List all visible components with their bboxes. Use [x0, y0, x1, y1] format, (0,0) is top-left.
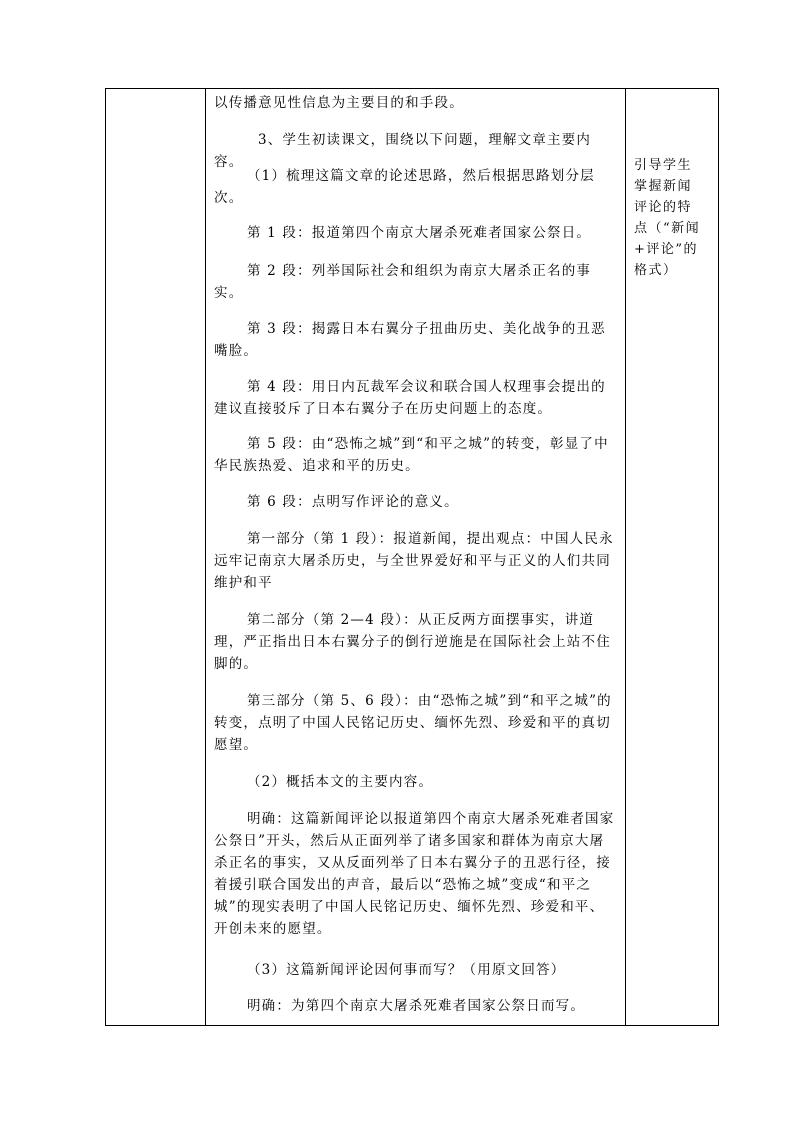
paragraph-answer-3: 明确：为第四个南京大屠杀死难者国家公祭日而写。 [214, 998, 586, 1014]
paragraph-section-6: 第 6 段：点明写作评论的意义。 [214, 494, 459, 510]
left-column-cell [106, 89, 206, 1025]
lesson-table [105, 88, 719, 1026]
paragraph-question-3: （3）这篇新闻评论因何事而写？（用原文回答） [214, 962, 566, 978]
paragraph-intro-end: 以传播意见性信息为主要目的和手段。 [214, 95, 464, 111]
side-note-line: 评论的特 [634, 200, 693, 215]
note-column-cell [626, 89, 718, 1025]
paragraph-section-3: 第 3 段：揭露日本右翼分子扭曲历史、美化战争的丑恶嘴脸。 [214, 321, 606, 359]
paragraph-question-2: （2）概括本文的主要内容。 [214, 774, 434, 790]
paragraph-section-4: 第 4 段：用日内瓦裁军会议和联合国人权理事会提出的建议直接驳斥了日本右翼分子在历史问题上的态度。 [214, 379, 606, 417]
paragraph-question-1: （1）梳理这篇文章的论述思路，然后根据思路划分层次。 [214, 168, 595, 206]
paragraph-part-3: 第三部分（第 5、6 段）：由“恐怖之城”到“和平之城”的转变，点明了中国人民铭记历史、缅怀先烈、珍爱和平的真切愿望。 [214, 693, 612, 753]
paragraph-answer-2: 明确：这篇新闻评论以报道第四个南京大屠杀死难者国家公祭日”开头，然后从正面列举了诸多国家和群体为南京大屠杀正名的事实，又从反面列举了日本右翼分子的丑恶行径，接着援引联合国发出的声音，最后以“恐怖之城”变成“和平之城”的现实表明了中国人民铭记历史、缅怀先烈、珍爱和平、开创未来的愿望。 [214, 811, 615, 937]
content-column-cell [206, 89, 626, 1025]
paragraph-section-5: 第 5 段：由“恐怖之城”到“和平之城”的转变，彰显了中华民族热爱、追求和平的历史。 [214, 436, 609, 474]
side-note-line: 格式） [634, 263, 678, 278]
side-note-line: 引导学生 [634, 158, 693, 173]
side-note-line: 掌握新闻 [634, 179, 693, 194]
paragraph-part-2: 第二部分（第 2—4 段）：从正反两方面摆事实，讲道理，严正指出日本右翼分子的倒行逆施是在国际社会上站不住脚的。 [214, 612, 611, 672]
side-note-line: 点（“新闻 [634, 221, 701, 236]
side-note [634, 155, 712, 281]
paragraph-task-3: 3、学生初读课文，围绕以下问题，理解文章主要内容。 [214, 132, 592, 170]
paragraph-part-1: 第一部分（第 1 段）：报道新闻，提出观点：中国人民永远牢记南京大屠杀历史，与全世界爱好和平与正义的人们共同维护和平 [214, 531, 614, 591]
side-note-line: +评论”的 [634, 242, 699, 257]
paragraph-section-1: 第 1 段：报道第四个南京大屠杀死难者国家公祭日。 [214, 225, 592, 241]
paragraph-section-2: 第 2 段：列举国际社会和组织为南京大屠杀正名的事实。 [214, 263, 592, 301]
